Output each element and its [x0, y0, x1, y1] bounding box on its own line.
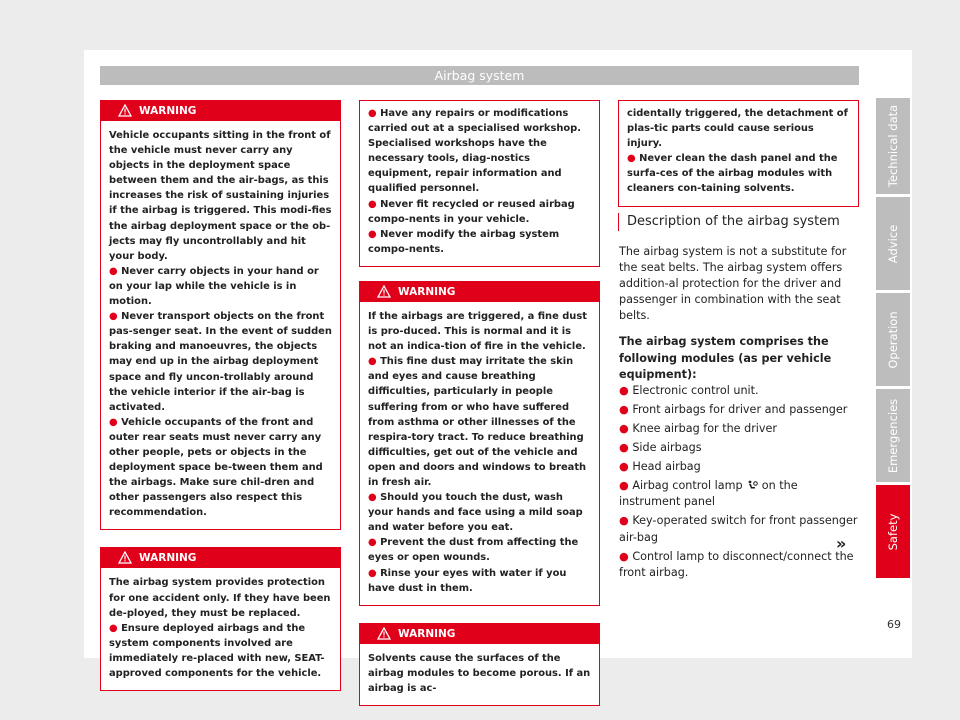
airbag-lamp-icon — [746, 480, 758, 490]
bullet-icon: ● — [368, 356, 381, 368]
warning-body — [360, 644, 599, 705]
warning-text: The airbag system provides protection for one accident only. If they have been de-ployed, they must be replaced. — [109, 577, 331, 619]
warning-text: Vehicle occupants sitting in the front of the vehicle must never carry any objects in the deployment space between them and the air-bags, as this increases the risk of sustaining injuries if the airbag is triggered. This modi-fies the airbag deployment space or the ob-jects may fly uncontrollably and hit your body. — [109, 130, 332, 262]
bullet-icon: ● — [368, 198, 381, 210]
warning-body — [101, 121, 340, 529]
warning-bullet: ● Rinse your eyes with water if you have dust in them. — [368, 567, 567, 594]
warning-box-1 — [100, 100, 341, 530]
list-item: ● Control lamp to disconnect/connect the front airbag. — [619, 549, 854, 579]
column-2 — [359, 100, 600, 720]
bullet-icon: ● — [619, 460, 633, 474]
warning-bullet: ● Never carry objects in your hand or on your lap while the vehicle is in motion. — [109, 265, 319, 308]
tab-advice[interactable]: Advice — [876, 197, 910, 290]
page-number: 69 — [887, 618, 901, 631]
warning-body — [101, 568, 340, 690]
section-title: Description of the airbag system — [618, 213, 868, 231]
warning-label: WARNING — [139, 105, 197, 117]
list-item: ● Knee airbag for the driver — [619, 421, 778, 435]
bullet-icon: ● — [619, 479, 633, 493]
warning-box-3 — [359, 281, 600, 606]
warning-triangle-icon — [377, 627, 391, 640]
list-item: ● Head airbag — [619, 460, 701, 474]
bullet-icon: ● — [368, 567, 381, 579]
chapter-tabs — [876, 98, 910, 581]
warning-bullet: ● Never transport objects on the front pas-senger seat. In the event of sudden braking and manoeuvres, the objects may end up in the airbag deployment space and fly uncon-trollably around the vehicle interior if the air-bag is activated. — [109, 311, 332, 413]
warning-bullet: ● Should you touch the dust, wash your hands and face using a mild soap and water before you eat. — [368, 492, 583, 534]
paragraph-bold: The airbag system comprises the following modules (as per vehicle equipment): — [619, 335, 832, 381]
warning-box-continued — [618, 100, 859, 207]
column-3 — [618, 100, 859, 221]
warning-bullet: ● Have any repairs or modifications carried out at a specialised workshop. Specialised workshops have the necessary tools, diag-nostics equipment, repair information and qualified personnel. — [368, 108, 581, 195]
list-item: ● Key-operated switch for front passenger air-bag — [619, 514, 858, 544]
warning-body — [360, 302, 599, 605]
list-item: ● Electronic control unit. — [619, 383, 759, 397]
warning-box-continued — [359, 100, 600, 267]
page-header: Airbag system — [100, 66, 859, 85]
warning-bullet: ● Never modify the airbag system compo-nents. — [368, 228, 560, 255]
list-item: ● Side airbags — [619, 441, 702, 455]
section-body — [619, 244, 859, 581]
continue-arrow-icon: » — [836, 534, 847, 553]
warning-header — [101, 101, 340, 121]
tab-emergencies[interactable]: Emergencies — [876, 389, 910, 482]
bullet-icon: ● — [109, 416, 122, 428]
bullet-icon: ● — [619, 383, 633, 397]
warning-header — [360, 624, 599, 644]
warning-box-4 — [359, 623, 600, 706]
bullet-icon: ● — [619, 402, 633, 416]
warning-box-2 — [100, 547, 341, 691]
bullet-icon: ● — [109, 311, 122, 323]
list-item: ● Front airbags for driver and passenger — [619, 402, 848, 416]
bullet-icon: ● — [619, 421, 633, 435]
warning-text: If the airbags are triggered, a fine dust is pro-duced. This is normal and it is not an indica-tion of fire in the vehicle. — [368, 310, 587, 353]
warning-triangle-icon — [118, 551, 132, 564]
warning-header — [101, 548, 340, 568]
bullet-icon: ● — [109, 265, 122, 277]
warning-text: cidentally triggered, the detachment of plas-tic parts could cause serious injury. — [627, 108, 848, 150]
bullet-icon: ● — [368, 108, 381, 119]
bullet-icon: ● — [619, 549, 633, 563]
bullet-icon: ● — [627, 153, 640, 165]
warning-body — [619, 101, 858, 206]
bullet-icon: ● — [368, 228, 381, 240]
warning-bullet: ● Vehicle occupants of the front and outer rear seats must never carry any other people, pets or objects in the deployment space be-tween them and the airbags. Make sure chil-dren and other passengers also respect this recommendation. — [109, 416, 323, 519]
bullet-icon: ● — [619, 514, 633, 528]
column-1 — [100, 100, 341, 705]
bullet-icon: ● — [368, 537, 381, 549]
warning-text: Solvents cause the surfaces of the airbag modules to become porous. If an airbag is ac- — [368, 652, 591, 694]
warning-body — [360, 101, 599, 266]
warning-label: WARNING — [398, 285, 456, 298]
list-item: ● Airbag control lamp on the instrument panel — [619, 479, 798, 509]
warning-label: WARNING — [139, 552, 197, 565]
warning-bullet: ● This fine dust may irritate the skin and eyes and cause breathing difficulties, particularly in people suffering from or who have suffered from asthma or other illnesses of the respira-tory tract. To reduce breathing difficulties, get out of the vehicle and open and doors and windows to breath in fresh air. — [368, 356, 587, 488]
warning-bullet: ● Never fit recycled or reused airbag compo-nents in your vehicle. — [368, 198, 575, 225]
warning-header — [360, 282, 599, 302]
warning-bullet: ● Never clean the dash panel and the surfa-ces of the airbag modules with cleaners con-taining solvents. — [627, 153, 838, 195]
bullet-icon: ● — [109, 622, 122, 634]
warning-triangle-icon — [377, 285, 391, 298]
warning-triangle-icon — [118, 104, 132, 117]
warning-bullet: ● Prevent the dust from affecting the eyes or open wounds. — [368, 537, 579, 564]
tab-safety[interactable]: Safety — [876, 485, 910, 578]
paragraph: The airbag system is not a substitute for the seat belts. The airbag system offers addition-al protection for the driver and passenger in combination with the seat belts. — [619, 245, 847, 323]
tab-technical-data[interactable]: Technical data — [876, 98, 910, 194]
warning-bullet: ● Ensure deployed airbags and the system components involved are immediately re-placed with new, SEAT-approved components for the vehicle. — [109, 622, 325, 679]
tab-operation[interactable]: Operation — [876, 293, 910, 386]
bullet-icon: ● — [368, 492, 381, 504]
warning-label: WARNING — [398, 627, 456, 640]
bullet-icon: ● — [619, 441, 633, 455]
